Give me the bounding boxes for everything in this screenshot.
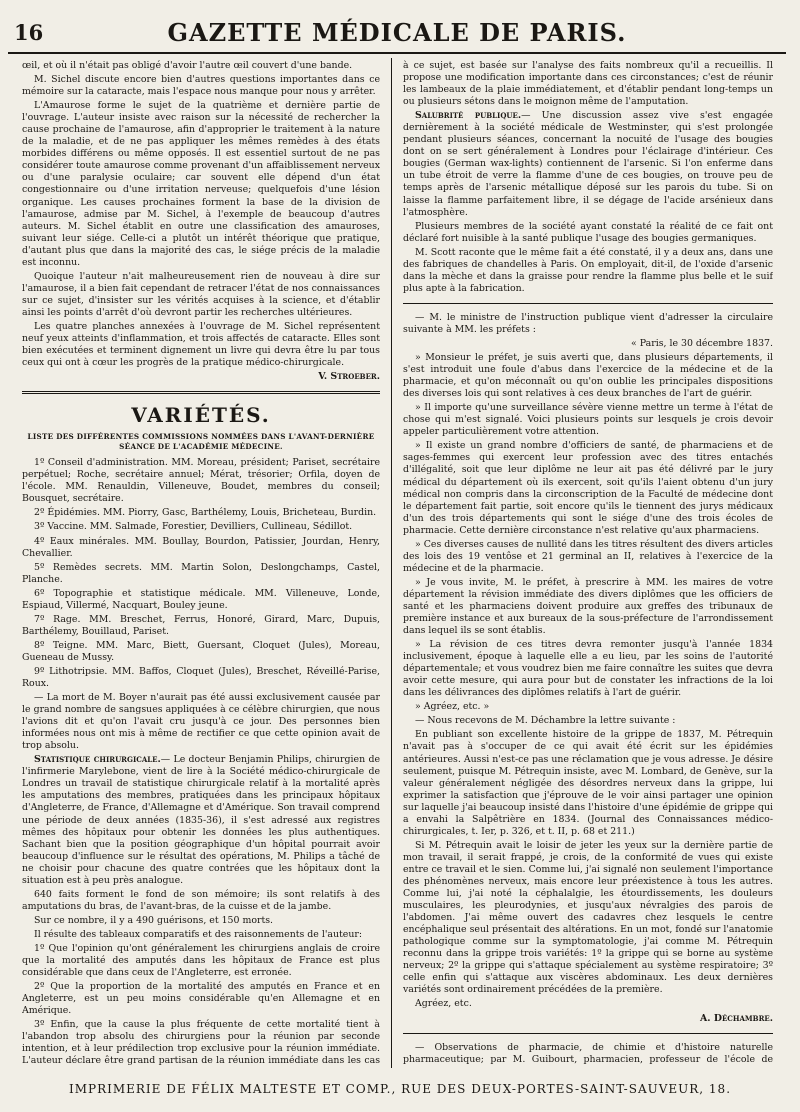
page-header: [8, 8, 786, 54]
paragraph: En publiant son excellente histoire de la grippe de 1837, M. Pétrequin n'avait pas à s'occuper de ce qui avait été écrit sur les épidémies antérieures. Aussi n'est-ce pas une réclamation que je vous adresse. Je désire seulement, puisque M. Pétrequin insiste, avec M. Lombard, de Genève, sur la valeur généralement négligée des désordres nerveux dans la grippe, lui exprimer la satisfaction que j'éprouve de le voir ainsi partager une opinion sur laquelle j'ai beaucoup insisté dans l'histoire d'une épidémie de grippe qui a envahi la Salpêtrière en 1834. (Journal des Connaissances médico-chirurgicales, t. Ier, p. 326, et t. II, p. 68 et 211.): [403, 729, 773, 837]
list-heading: LISTE DES DIFFÉRENTES COMMISSIONS NOMMÉES DANS L'AVANT-DERNIÈRE SÉANCE DE L'ACADÉMIE MÉDECINE.: [27, 432, 375, 451]
letter-paragraph: » Ces diverses causes de nullité dans les titres résultent des divers articles des lois des 19 ventôse et 21 germinal an II, relatives à l'exercice de la médecine et de la pharmacie.: [403, 538, 773, 574]
commission-item: 7º Rage. MM. Breschet, Ferrus, Honoré, Girard, Marc, Dupuis, Barthélemy, Bouillaud, Pariset.: [22, 613, 380, 637]
paragraph: 1º Que l'opinion qu'ont généralement les chirurgiens anglais de croire que la mortalité des amputés dans les hôpitaux de France est plus considérable que dans ceux de l'Angleterre, est erronée.: [22, 943, 380, 979]
paragraph: 2º Que la proportion de la mortalité des amputés en France et en Angleterre, est un peu moins considérable qu'en Allemagne et en Amérique.: [22, 981, 380, 1017]
section-divider: [22, 391, 380, 394]
column-divider: [391, 58, 392, 1068]
paragraph: Les quatre planches annexées à l'ouvrage de M. Sichel représentent neuf yeux atteints d'inflammation, et trois affectés de cataracte. Elles sont bien exécutées et terminent dignement un livre qui devra être lu par tous ceux qui ont à cœur les progrès de la pratique médico-chirurgicale.: [22, 320, 380, 369]
divider: [403, 1033, 773, 1034]
commission-item: 8º Teigne. MM. Marc, Biett, Guersant, Cloquet (Jules), Moreau, Gueneau de Mussy.: [22, 639, 380, 663]
circular-letter: [403, 352, 773, 713]
statistics-paragraph: [22, 754, 380, 887]
paragraph: 640 faits forment le fond de son mémoire; ils sont relatifs à des amputations du bras, de l'avant-bras, de la cuisse et de la jambe.: [22, 888, 380, 912]
paragraph: Il résulte des tableaux comparatifs et des raisonnements de l'auteur:: [34, 928, 363, 940]
commission-item: 4º Eaux minérales. MM. Boullay, Bourdon, Patissier, Jourdan, Henry, Chevallier.: [22, 535, 380, 559]
letter-paragraph: » Il importe qu'une surveillance sévère vienne mettre un terme à l'état de chose qui m'est signalé. Voici plusieurs points sur lesquels je crois devoir appeler particulièrement votre attention.: [403, 402, 773, 438]
paragraph: — Nous recevons de M. Déchambre la lettre suivante :: [415, 715, 676, 727]
right-column: [403, 60, 773, 1066]
paragraph: M. Scott raconte que le même fait a été constaté, il y a deux ans, dans une des fabriques de chandelles à Paris. On employait, dit-il, de l'oxide d'arsenic dans la mèche et dans la graisse pour rendre la flamme plus belle et le suif plus apte à la fabrication.: [403, 246, 773, 294]
salubrity-paragraph: [403, 110, 773, 218]
closing: Agréez, etc.: [415, 998, 472, 1010]
printer-imprint: IMPRIMERIE DE FÉLIX MALTESTE ET COMP., RUE DES DEUX-PORTES-SAINT-SAUVEUR, 18.: [68, 1082, 732, 1096]
commission-item: 5º Remèdes secrets. MM. Martin Solon, Deslongchamps, Castel, Planche.: [22, 561, 380, 585]
paragraph: à ce sujet, est basée sur l'analyse des faits nombreux qu'il a recueillis. Il propose une modification importante dans ces circonstances; c'est de réunir les lambeaux de la plaie immédiatement, et d'établir pendant long-temps un ou plusieurs sétons dans le moignon même de l'amputation.: [403, 60, 773, 108]
paragraph: œil, et où il n'était pas obligé d'avoir l'autre œil couvert d'une bande.: [22, 60, 353, 71]
commission-item: 3º Vaccine. MM. Salmade, Forestier, Devilliers, Cullineau, Sédillot.: [34, 521, 353, 533]
rubric-text: — Le docteur Benjamin Philips, chirurgien de l'infirmerie Marylebone, vient de lire à la Société médico-chirurgicale de Londres un travail de statistique chirurgicale relatif à la mortalité après les amputations des membres, pratiquées dans les principaux hôpitaux d'Angleterre, de France, d'Allemagne et d'Amérique. Son travail comprend une période de deux années (1835-36), il s'est adressé aux registres mêmes des hôpitaux pour obtenir les données les plus authentiques. Sachant bien que la position géographique d'un hôpital pourrait avoir beaucoup d'influence sur le résultat des opérations, M. Philips a tâché de ne choisir pour chacune des quatre contrées que les hôpitaux dont la situation est à peu près analogue.: [22, 754, 380, 886]
signature: A. Déchambre.: [700, 1012, 773, 1024]
paragraph: — Observations de pharmacie, de chimie et d'histoire naturelle pharmaceutique; par M. Guibourt, pharmacien, professeur de l'école de: [403, 1041, 773, 1065]
commission-item: 9º Lithotripsie. MM. Baffos, Cloquet (Jules), Breschet, Réveillé-Parise, Roux.: [22, 665, 380, 690]
paragraph: L'Amaurose forme le sujet de la quatrième et dernière partie de l'ouvrage. L'auteur insiste avec raison sur la nécessité de rechercher la cause prochaine de l'amaurose, afin d'approprier le traitement à la nature de la maladie, et de ne pas appliquer les mêmes remèdes à des états morbides différens ou même opposés. Il est essentiel surtout de ne pas considérer toute amaurose comme provenant d'un affaiblissement nerveux ou d'une paralysie oculaire; car souvent elle dépend d'un état congestionnaire ou d'une irritation nerveuse; quelquefois d'une lésion organique. Les causes prochaines forment la base de la division de l'amaurose, admise par M. Sichel, à l'exemple de beaucoup d'autres auteurs. M. Sichel établit en outre une classification des amauroses, suivant leur siége. Celle-ci a plutôt un intérêt théorique que pratique, d'autant plus que dans la majorité des cas, le siége précis de la maladie est inconnu.: [22, 100, 380, 268]
page-title: GAZETTE MÉDICALE DE PARIS.: [167, 18, 627, 47]
paragraph: Plusieurs membres de la société ayant constaté la réalité de ce fait ont déclaré fort nuisible à la santé publique l'usage des bougies germaniques.: [403, 220, 773, 244]
letter-paragraph: » Je vous invite, M. le préfet, à prescrire à MM. les maires de votre département la révision immédiate des divers diplômes que les officiers de santé et les pharmaciens doivent produire aux greffes des tribunaux de première instance et aux bureaux de la sous-préfecture de l'arrondissement dans lequel ils se sont établis.: [403, 576, 773, 637]
signature: V. Stroeber.: [318, 371, 380, 383]
letter-paragraph: » Il existe un grand nombre d'officiers de santé, de pharmaciens et de sages-femmes qui exercent leur profession avec des titres entachés d'illégalité, soit que leur diplôme ne leur ait pas été délivré par le jury médical du département où ils exercent, soit qu'ils l'aient obtenu d'un jury médical non compris dans la circonscription de la Faculté de médecine dont le département fait partie, soit encore qu'ils le tiennent des jurys médicaux d'un des trois départements qui sont le siége d'une des trois écoles de pharmacie. Cette dernière circonstance n'est relative qu'aux pharmaciens.: [403, 440, 773, 536]
letter-date: « Paris, le 30 décembre 1837.: [631, 337, 773, 349]
commission-item: 1º Conseil d'administration. MM. Moreau, président; Pariset, secrétaire perpétuel; Roche, secrétaire annuel; Mérat, trésorier; Orfila, doyen de l'école. MM. Renauldin, Villeneuve, Boudet, membres du conseil; Bousquet, secrétaire.: [22, 457, 380, 505]
letter-paragraph: » Agréez, etc. »: [415, 701, 490, 713]
paragraph: 3º Enfin, que la cause la plus fréquente de cette mortalité tient à l'abandon trop absolu des chirurgiens pour la réunion par seconde intention, et à leur prédilection trop exclusive pour la réunion immédiate. L'auteur déclare être grand partisan de la réunion immédiate dans les cas: [22, 1019, 380, 1066]
paragraph: — La mort de M. Boyer n'aurait pas été aussi exclusivement causée par le grand nombre de sangsues appliquées à ce célèbre chirurgien, que nous l'avions dit et qu'on l'avait cru jusqu'à ce jour. Des personnes bien informées nous ont mis à même de rectifier ce que cette opinion avait de trop absolu.: [22, 692, 380, 752]
paragraph: — M. le ministre de l'instruction publique vient d'adresser la circulaire suivante à MM. les préfets :: [403, 311, 773, 335]
section-title: VARIÉTÉS.: [131, 403, 271, 428]
commission-item: 6º Topographie et statistique médicale. MM. Villeneuve, Londe, Espiaud, Villermé, Nacquart, Bouley jeune.: [22, 587, 380, 611]
paragraph: Quoique l'auteur n'ait malheureusement rien de nouveau à dire sur l'amaurose, il a bien fait cependant de retracer l'état de nos connaissances sur ce sujet, d'insister sur les vérités acquises à la science, et d'établir ainsi les points d'arrêt d'où devront partir les recherches ultérieures.: [22, 270, 380, 318]
divider: [403, 303, 773, 304]
rubric-text: — Une discussion assez vive s'est engagée dernièrement à la société médicale de Westminster, qui s'est prolongée pendant plusieurs séances, concernant la nocuité de l'usage des bougies dont on se sert généralement à Londres pour l'éclairage d'intérieur. Ces bougies (German wax-lights) contiennent de l'arsenic. Si l'on enferme dans un tube étroit de verre la flamme d'une de ces bougies, on trouve peu de temps après de l'arsenic métallique déposé sur les parois du tube. Si on laisse la flamme parfaitement libre, il se dégage de l'acide arsénieux dans l'atmosphère.: [403, 110, 773, 218]
rubric-title: Statistique chirurgicale.: [34, 754, 161, 766]
rubric-title: Salubrité publique.: [415, 110, 522, 122]
commission-item: 2º Épidémies. MM. Piorry, Gasc, Barthélemy, Louis, Bricheteau, Burdin.: [34, 507, 377, 519]
letter-paragraph: » Monsieur le préfet, je suis averti que, dans plusieurs départements, il s'est introduit une foule d'abus dans l'exercice de la médecine et de la pharmacie, et qu'on méconnaît ou qu'on oublie les principales dispositions des diverses lois qui sont relatives à ces deux branches de l'art de guérir.: [403, 352, 773, 400]
paragraph: Sur ce nombre, il y a 490 guérisons, et 150 morts.: [34, 914, 274, 926]
letter-paragraph: » La révision de ces titres devra remonter jusqu'à l'année 1834 inclusivement, époque à laquelle elle a eu lieu, par les soins de l'autorité départementale; et vous voudrez bien me faire connaître les suites que devra avoir cette mesure, qui aura pour but de constater les infractions de la loi dans les délivrances des diplômes relatifs à l'art de guérir.: [403, 639, 773, 699]
left-column: [22, 60, 380, 1066]
page-number: 16: [14, 20, 44, 45]
paragraph: M. Sichel discute encore bien d'autres questions importantes dans ce mémoire sur la cataracte, mais l'espace nous manque pour nous y arrêter.: [22, 74, 380, 98]
paragraph: Si M. Pétrequin avait le loisir de jeter les yeux sur la dernière partie de mon travail, il serait frappé, je crois, de la conformité de vues qui existe entre ce travail et le sien. Comme lui, j'ai signalé non seulement l'importance des phénomènes nerveux, mais encore leur préexistence à tous les autres. Comme lui, j'ai noté la céphalalgie, les étourdissements, les douleurs musculaires, les pleurodynies, et jusqu'aux névralgies des parois de l'abdomen. J'ai même ouvert des cadavres chez lesquels le centre encéphalique seul présentait des altérations. En un mot, fondé sur l'anatomie pathologique comme sur la symptomatologie, j'ai comme M. Pétrequin reconnu dans la grippe trois variétés: 1º la grippe qui se borne au système nerveux; 2º la grippe qui s'attaque spécialement au système respiratoire; 3º celle enfin qui s'attaque aux viscères abdominaux. Les deux dernières variétés sont ordinairement précédées de la première.: [403, 839, 773, 996]
